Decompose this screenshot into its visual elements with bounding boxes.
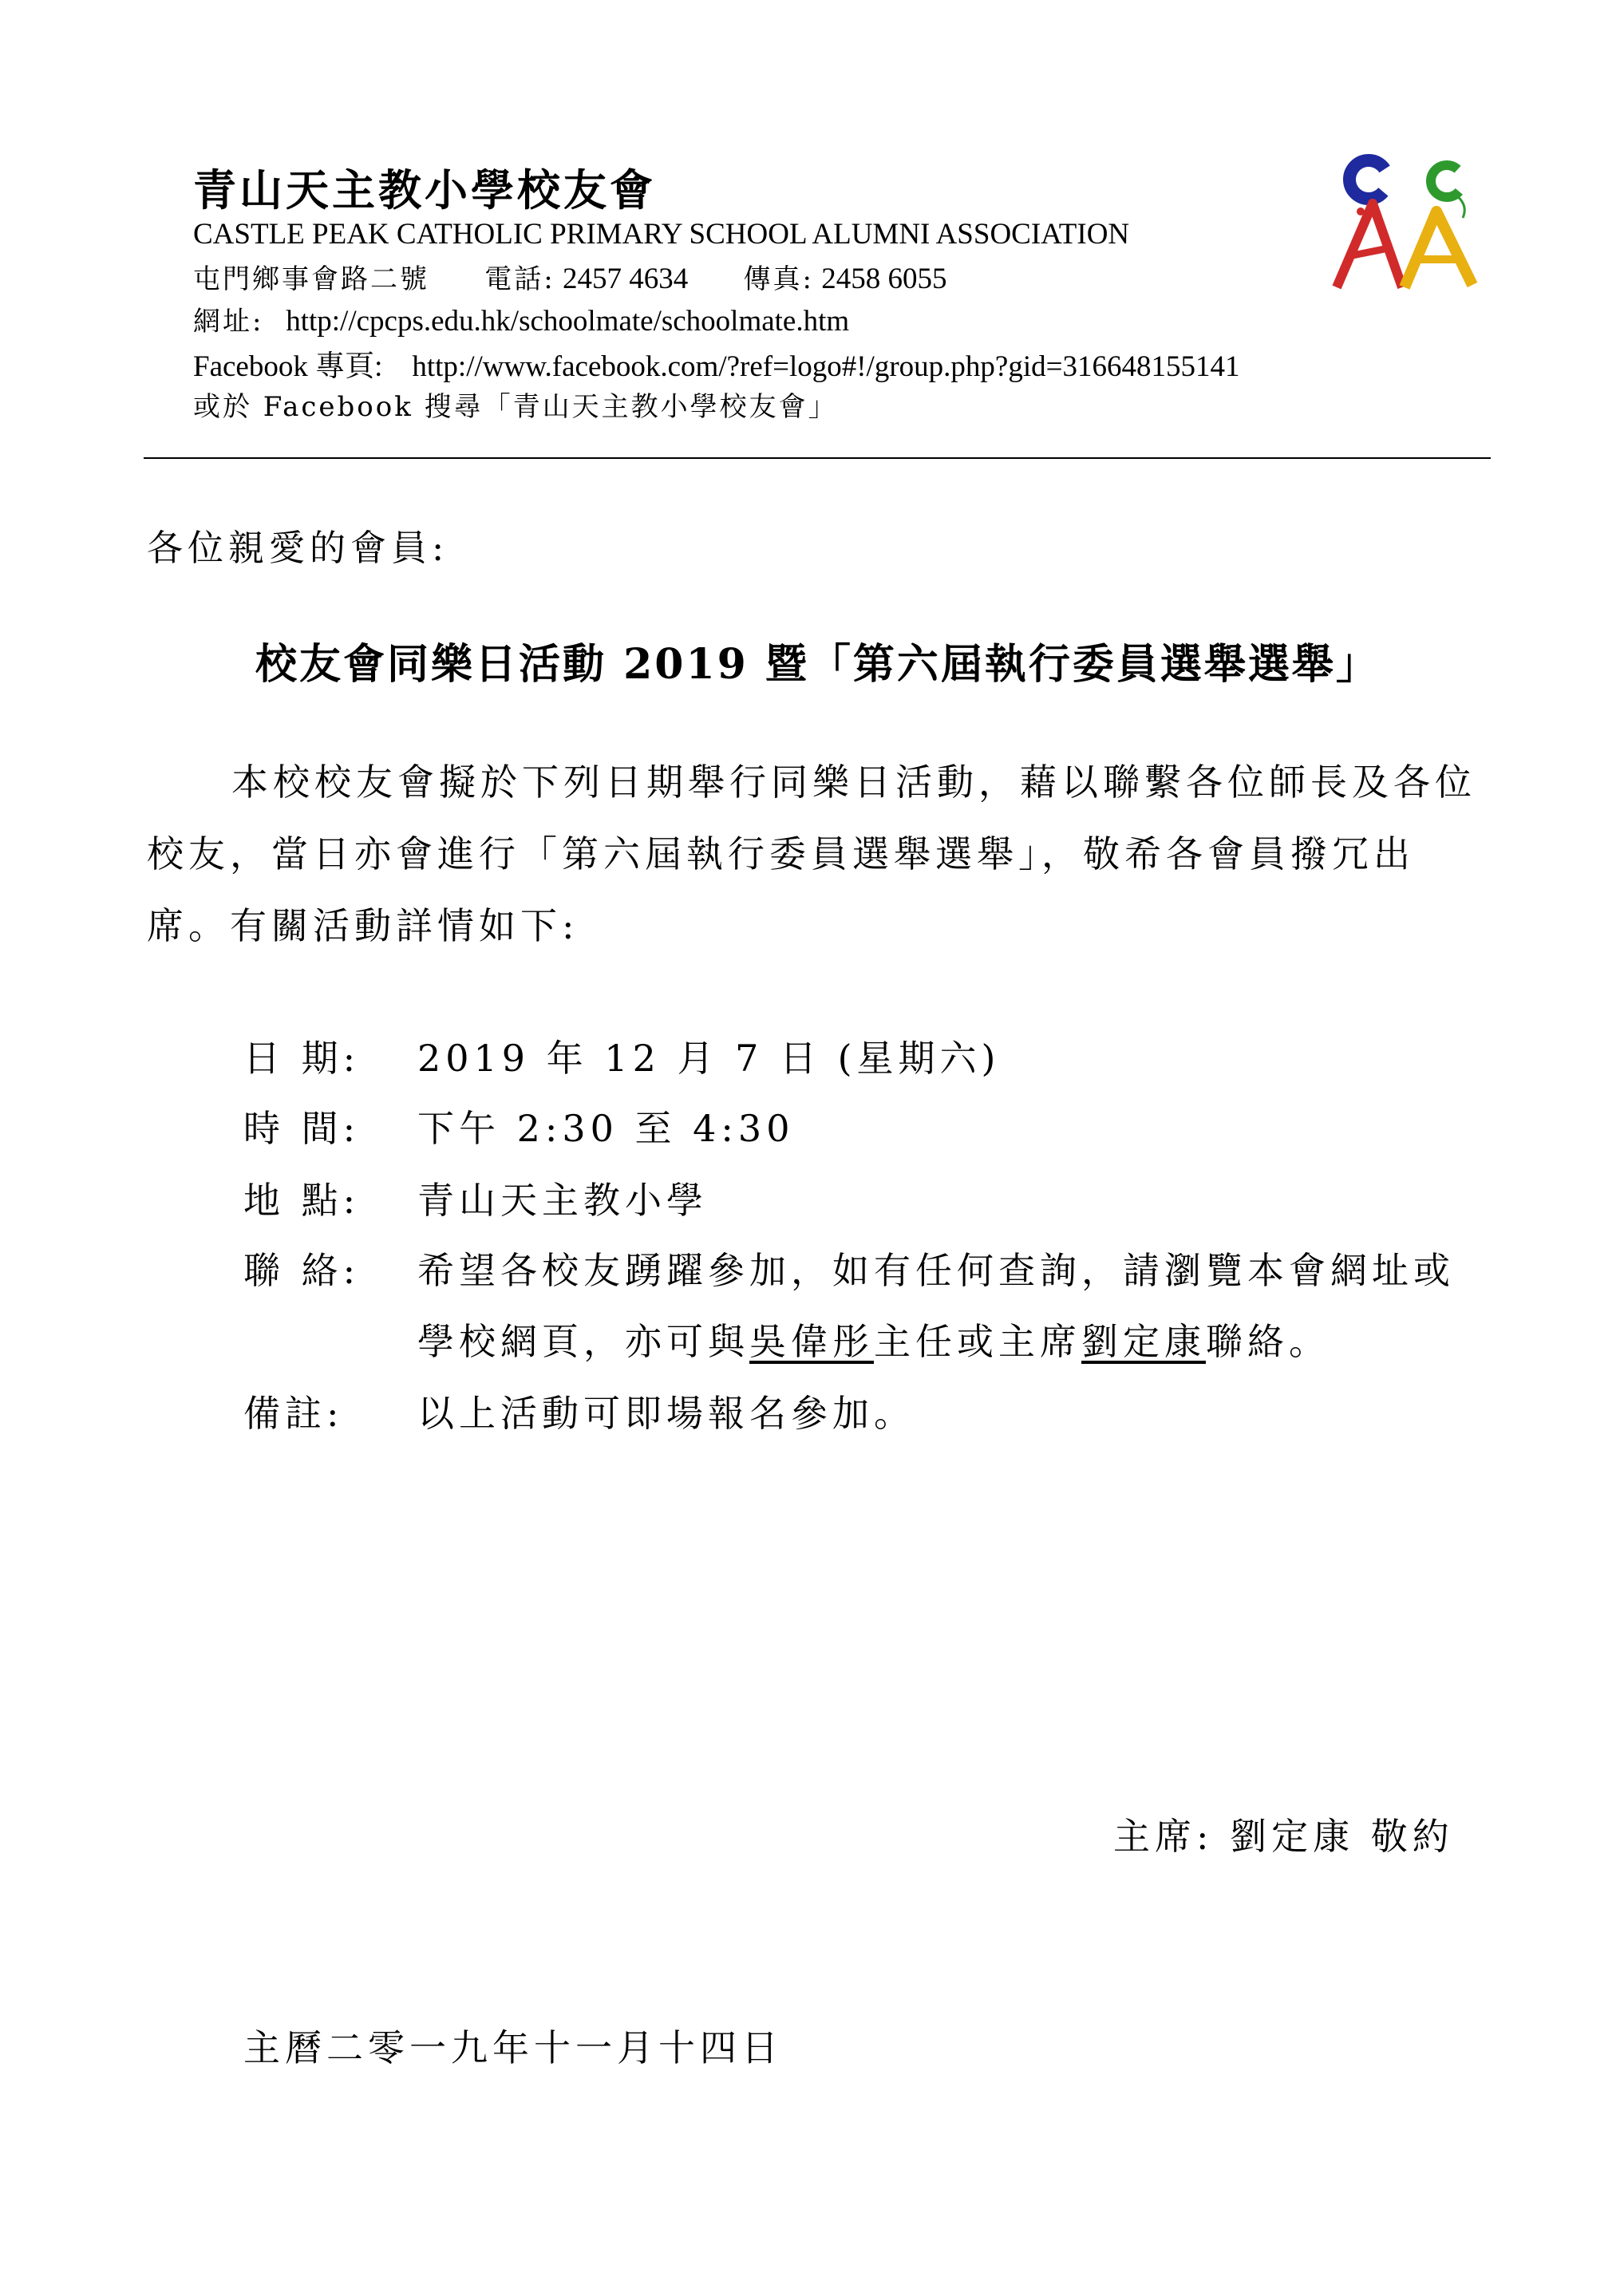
- org-name-en: CASTLE PEAK CATHOLIC PRIMARY SCHOOL ALUMNI ASSOCIATION: [193, 218, 1130, 251]
- signature: 主席: 劉定康 敬約: [1113, 1815, 1454, 1858]
- contact-person-2: 劉定康: [1081, 1320, 1206, 1363]
- contact-line-2: [417, 1313, 1330, 1365]
- org-name-zh: 青山天主教小學校友會: [193, 164, 656, 215]
- time-label: 時 間:: [243, 1107, 361, 1150]
- website-link[interactable]: http://cpcps.edu.hk/schoolmate/schoolmate.htm: [286, 305, 850, 338]
- address: 屯門鄉事會路二號: [193, 263, 429, 295]
- alumni-logo: [1329, 148, 1488, 307]
- time-value: 下午 2:30 至 4:30: [417, 1107, 795, 1150]
- intro-paragraph: [147, 746, 1496, 962]
- venue-label: 地 點:: [243, 1179, 361, 1222]
- remark-label: 備註:: [243, 1392, 344, 1435]
- remark-value: 以上活動可即場報名參加。: [417, 1392, 915, 1435]
- website-label: 網址:: [193, 306, 264, 338]
- facebook-link[interactable]: http://www.facebook.com/?ref=logo#!/group.php?gid=316648155141: [412, 350, 1240, 383]
- contact-line-2-pre: 學校網頁，亦可與: [417, 1320, 749, 1363]
- date-value: 2019 年 12 月 7 日 (星期六): [417, 1037, 1001, 1080]
- contact-line-1: 希望各校友踴躍參加，如有任何查詢，請瀏覽本會網址或: [417, 1249, 1455, 1292]
- logo-letter-a-red: [1337, 204, 1402, 287]
- fax-number: 2458 6055: [821, 263, 947, 295]
- facebook-label: Facebook 專頁:: [193, 350, 383, 383]
- fax-label: 傳真:: [743, 263, 814, 295]
- website-line: [193, 299, 849, 338]
- phone-label: 電話:: [484, 263, 555, 295]
- contact-person-1: 吳偉彤: [749, 1320, 874, 1363]
- date-label: 日 期:: [243, 1037, 361, 1080]
- phone-number: 2457 4634: [562, 263, 689, 295]
- logo-letter-c-blue: [1341, 152, 1396, 207]
- facebook-search-hint: 或於 Facebook 搜尋「青山天主教小學校友會」: [193, 391, 838, 423]
- venue-value: 青山天主教小學: [417, 1179, 708, 1222]
- greeting: 各位親愛的會員:: [147, 527, 449, 569]
- facebook-line: [193, 342, 1239, 385]
- contact-line-2-post: 聯絡。: [1206, 1320, 1330, 1363]
- header-divider: [144, 457, 1491, 459]
- contact-line-2-mid: 主任或主席: [874, 1320, 1081, 1363]
- logo-letter-c-green: [1424, 159, 1469, 218]
- logo-letter-a-yellow: [1405, 211, 1472, 287]
- issue-date: 主曆二零一九年十一月十四日: [243, 2026, 783, 2069]
- event-headline: 校友會同樂日活動 2019 暨「第六屆執行委員選舉選舉」: [255, 640, 1380, 689]
- contact-label: 聯 絡:: [243, 1249, 361, 1292]
- intro-text: 本校校友會擬於下列日期舉行同樂日活動，藉以聯繫各位師長及各位校友，當日亦會進行「第六屆執行委員選舉選舉」，敬希各會員撥冗出席。有關活動詳情如下:: [147, 761, 1476, 947]
- contact-line: [193, 257, 946, 296]
